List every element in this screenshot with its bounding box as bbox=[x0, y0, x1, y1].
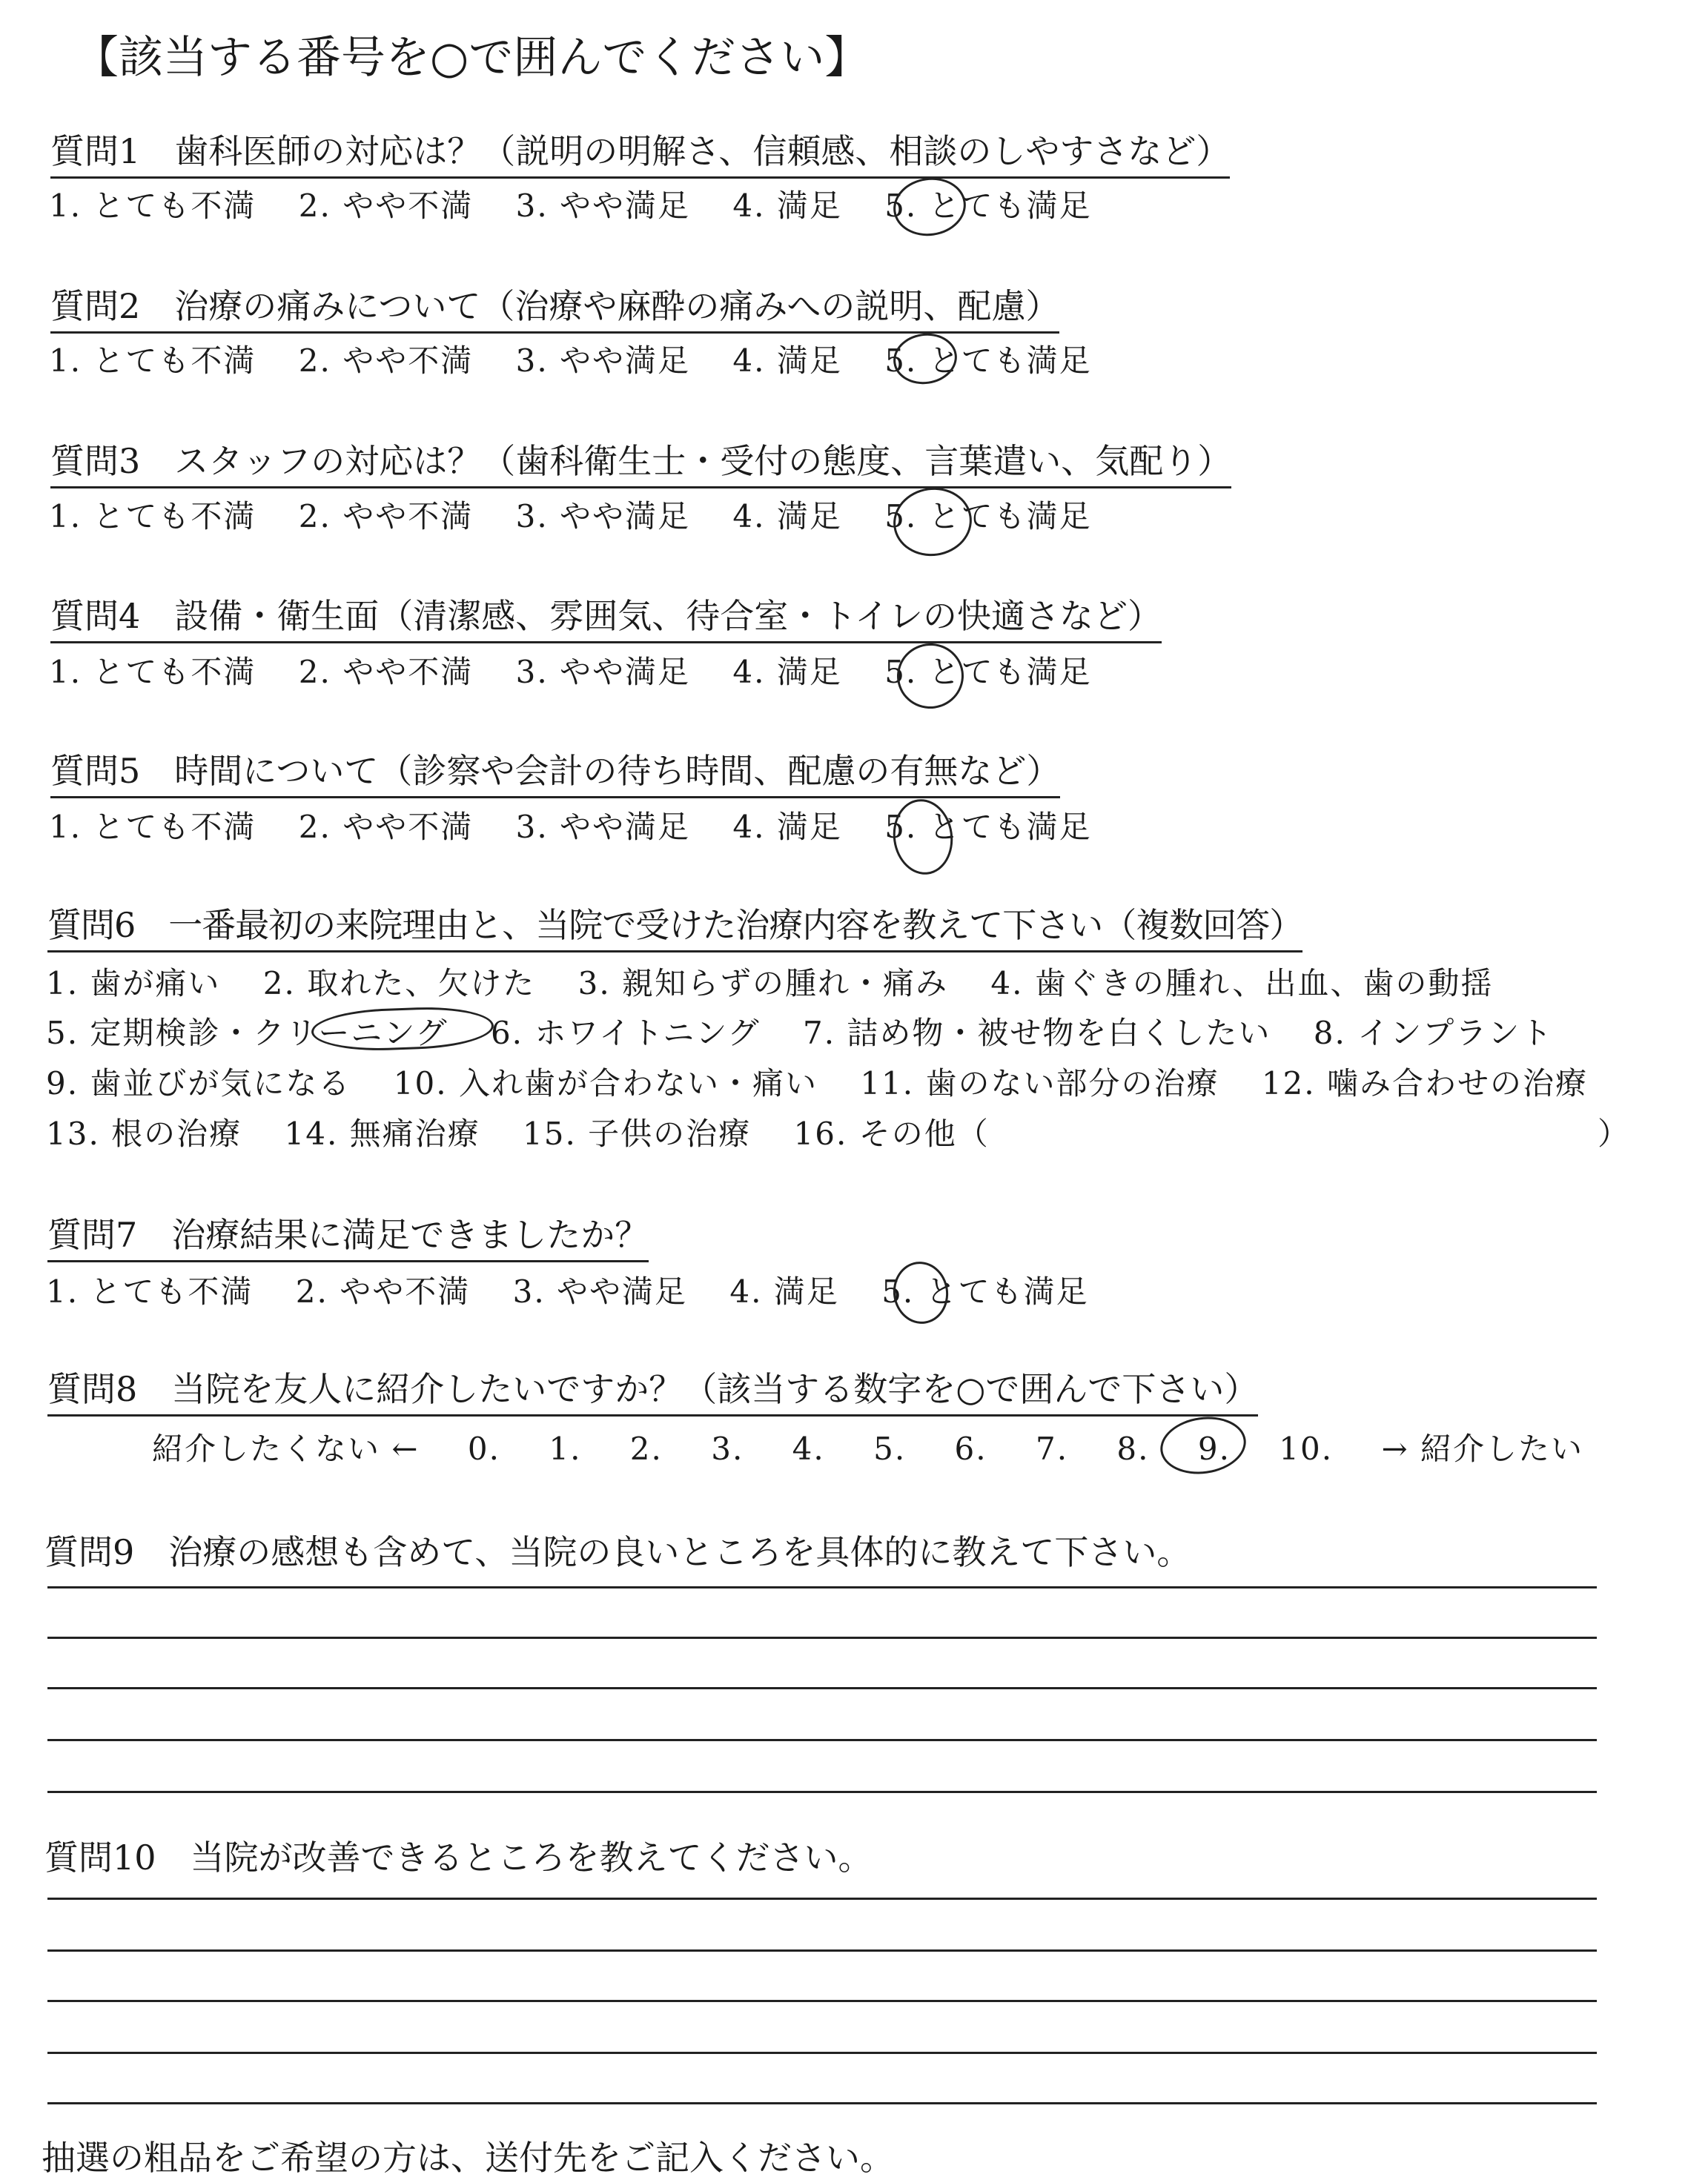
q2-option-4[interactable]: 4. 満足 bbox=[732, 342, 842, 379]
question-6-heading: 質問6 一番最初の来院理由と、当院で受けた治療内容を教えて下さい（複数回答） bbox=[47, 898, 1302, 952]
q8-option-1[interactable]: 1. bbox=[549, 1431, 582, 1467]
q6-option-15[interactable]: 15. 子供の治療 bbox=[523, 1116, 752, 1152]
q4-option-3[interactable]: 3. やや満足 bbox=[515, 654, 691, 690]
question-4-heading: 質問4 設備・衛生面（清潔感、雰囲気、待合室・トイレの快適さなど） bbox=[50, 589, 1162, 643]
q2-option-2[interactable]: 2. やや不満 bbox=[298, 342, 474, 379]
q7-option-5[interactable]: 5. とても満足 bbox=[881, 1273, 1089, 1310]
q6-option-12[interactable]: 12. 噛み合わせの治療 bbox=[1261, 1065, 1588, 1101]
q5-option-2[interactable]: 2. やや不満 bbox=[298, 809, 474, 845]
q1-option-2[interactable]: 2. やや不満 bbox=[298, 188, 474, 224]
q6-option-3[interactable]: 3. 親知らずの腫れ・痛み bbox=[577, 965, 949, 1001]
q10-answer-line-2[interactable] bbox=[47, 1949, 1597, 1952]
q10-answer-line-5[interactable] bbox=[47, 2102, 1597, 2104]
q8-option-10[interactable]: 10. bbox=[1279, 1431, 1334, 1467]
q10-answer-line-3[interactable] bbox=[47, 2000, 1597, 2002]
q6-option-4[interactable]: 4. 歯ぐきの腫れ、出血、歯の動揺 bbox=[990, 965, 1494, 1001]
q9-answer-line-1[interactable] bbox=[47, 1586, 1597, 1588]
q6-option-8[interactable]: 8. インプラント bbox=[1313, 1015, 1554, 1051]
question-6-row-3 bbox=[46, 1059, 1588, 1104]
q1-option-5[interactable]: 5. とても満足 bbox=[884, 188, 1092, 224]
q6-option-6[interactable]: 6. ホワイトニング bbox=[490, 1015, 761, 1051]
q4-option-5[interactable]: 5. とても満足 bbox=[884, 654, 1092, 690]
q6-option-14[interactable]: 14. 無痛治療 bbox=[284, 1116, 480, 1152]
q5-option-3[interactable]: 3. やや満足 bbox=[515, 809, 691, 845]
q9-answer-line-5[interactable] bbox=[47, 1791, 1597, 1793]
question-2-heading: 質問2 治療の痛みについて（治療や麻酔の痛みへの説明、配慮） bbox=[50, 279, 1059, 334]
question-6-row-4 bbox=[46, 1110, 990, 1154]
q6-option-7[interactable]: 7. 詰め物・被せ物を白くしたい bbox=[802, 1015, 1271, 1051]
q3-option-1[interactable]: 1. とても不満 bbox=[49, 498, 256, 534]
q9-answer-line-2[interactable] bbox=[47, 1637, 1597, 1639]
q4-option-4[interactable]: 4. 満足 bbox=[732, 654, 842, 690]
q8-option-5[interactable]: 5. bbox=[873, 1431, 907, 1467]
question-10-heading: 質問10 当院が改善できるところを教えてください。 bbox=[44, 1838, 873, 1878]
q8-option-8[interactable]: 8. bbox=[1116, 1431, 1150, 1467]
q4-option-2[interactable]: 2. やや不満 bbox=[298, 654, 474, 690]
q7-option-1[interactable]: 1. とても不満 bbox=[46, 1273, 254, 1310]
q6-option-1[interactable]: 1. 歯が痛い bbox=[46, 965, 221, 1001]
q10-answer-line-4[interactable] bbox=[47, 2052, 1597, 2054]
q1-option-4[interactable]: 4. 満足 bbox=[732, 188, 842, 224]
q2-option-1[interactable]: 1. とても不満 bbox=[49, 342, 256, 379]
q1-option-1[interactable]: 1. とても不満 bbox=[49, 188, 256, 224]
q3-option-5[interactable]: 5. とても満足 bbox=[884, 498, 1092, 534]
q3-option-2[interactable]: 2. やや不満 bbox=[298, 498, 474, 534]
q8-option-0[interactable]: 0. bbox=[467, 1431, 500, 1467]
q8-option-4[interactable]: 4. bbox=[792, 1431, 825, 1467]
q7-option-3[interactable]: 3. やや満足 bbox=[512, 1273, 688, 1310]
question-1-heading: 質問1 歯科医師の対応は？（説明の明解さ、信頼感、相談のしやすさなど） bbox=[50, 125, 1230, 179]
q8-option-6[interactable]: 6. bbox=[954, 1431, 987, 1467]
q5-option-4[interactable]: 4. 満足 bbox=[732, 809, 842, 845]
q8-right-label: → 紹介したい bbox=[1381, 1431, 1583, 1467]
q6-option-9[interactable]: 9. 歯並びが気になる bbox=[46, 1065, 351, 1101]
q2-option-5[interactable]: 5. とても満足 bbox=[884, 342, 1092, 379]
question-7-heading: 質問7 治療結果に満足できましたか？ bbox=[47, 1208, 649, 1262]
q9-answer-line-4[interactable] bbox=[47, 1739, 1597, 1741]
question-6-row-1 bbox=[46, 959, 1493, 1004]
q7-option-4[interactable]: 4. 満足 bbox=[729, 1273, 839, 1310]
q6-option-13[interactable]: 13. 根の治療 bbox=[46, 1116, 242, 1152]
q8-option-7[interactable]: 7. bbox=[1035, 1431, 1069, 1467]
q6-option-16[interactable]: 16. その他（ bbox=[793, 1116, 990, 1152]
q2-option-3[interactable]: 3. やや満足 bbox=[515, 342, 691, 379]
q6-option-11[interactable]: 11. 歯のない部分の治療 bbox=[860, 1065, 1219, 1101]
question-6-row-2 bbox=[46, 1009, 1553, 1053]
question-8-scale bbox=[152, 1425, 1583, 1469]
footer-text-partial: 抽選の粗品をご希望の方は、送付先をご記入ください。 bbox=[42, 2138, 894, 2178]
question-5-heading: 質問5 時間について（診察や会計の待ち時間、配慮の有無など） bbox=[50, 744, 1060, 798]
question-3-heading: 質問3 スタッフの対応は？（歯科衛生士・受付の態度、言葉遣い、気配り） bbox=[50, 434, 1231, 488]
q6-option-2[interactable]: 2. 取れた、欠けた bbox=[262, 965, 536, 1001]
q5-option-5[interactable]: 5. とても満足 bbox=[884, 809, 1092, 845]
q9-answer-line-3[interactable] bbox=[47, 1687, 1597, 1689]
q8-option-9[interactable]: 9. bbox=[1197, 1431, 1231, 1467]
q6-option-10[interactable]: 10. 入れ歯が合わない・痛い bbox=[393, 1065, 818, 1101]
q10-answer-line-1[interactable] bbox=[47, 1898, 1597, 1900]
q8-option-3[interactable]: 3. bbox=[711, 1431, 744, 1467]
q8-option-2[interactable]: 2. bbox=[629, 1431, 663, 1467]
page-title: 【該当する番号を○で囲んでください】 bbox=[74, 32, 870, 84]
q3-option-4[interactable]: 4. 満足 bbox=[732, 498, 842, 534]
q3-option-3[interactable]: 3. やや満足 bbox=[515, 498, 691, 534]
q4-option-1[interactable]: 1. とても不満 bbox=[49, 654, 256, 690]
q5-option-1[interactable]: 1. とても不満 bbox=[49, 809, 256, 845]
question-8-heading: 質問8 当院を友人に紹介したいですか？（該当する数字を○で囲んで下さい） bbox=[47, 1362, 1258, 1417]
question-9-heading: 質問9 治療の感想も含めて、当院の良いところを具体的に教えて下さい。 bbox=[44, 1532, 1191, 1572]
q1-option-3[interactable]: 3. やや満足 bbox=[515, 188, 691, 224]
q7-option-2[interactable]: 2. やや不満 bbox=[295, 1273, 471, 1310]
q6-option-5[interactable]: 5. 定期検診・クリーニング bbox=[46, 1015, 448, 1051]
q8-left-label: 紹介したくない ← bbox=[152, 1431, 420, 1467]
q6-other-close-paren: ） bbox=[1598, 1116, 1631, 1152]
